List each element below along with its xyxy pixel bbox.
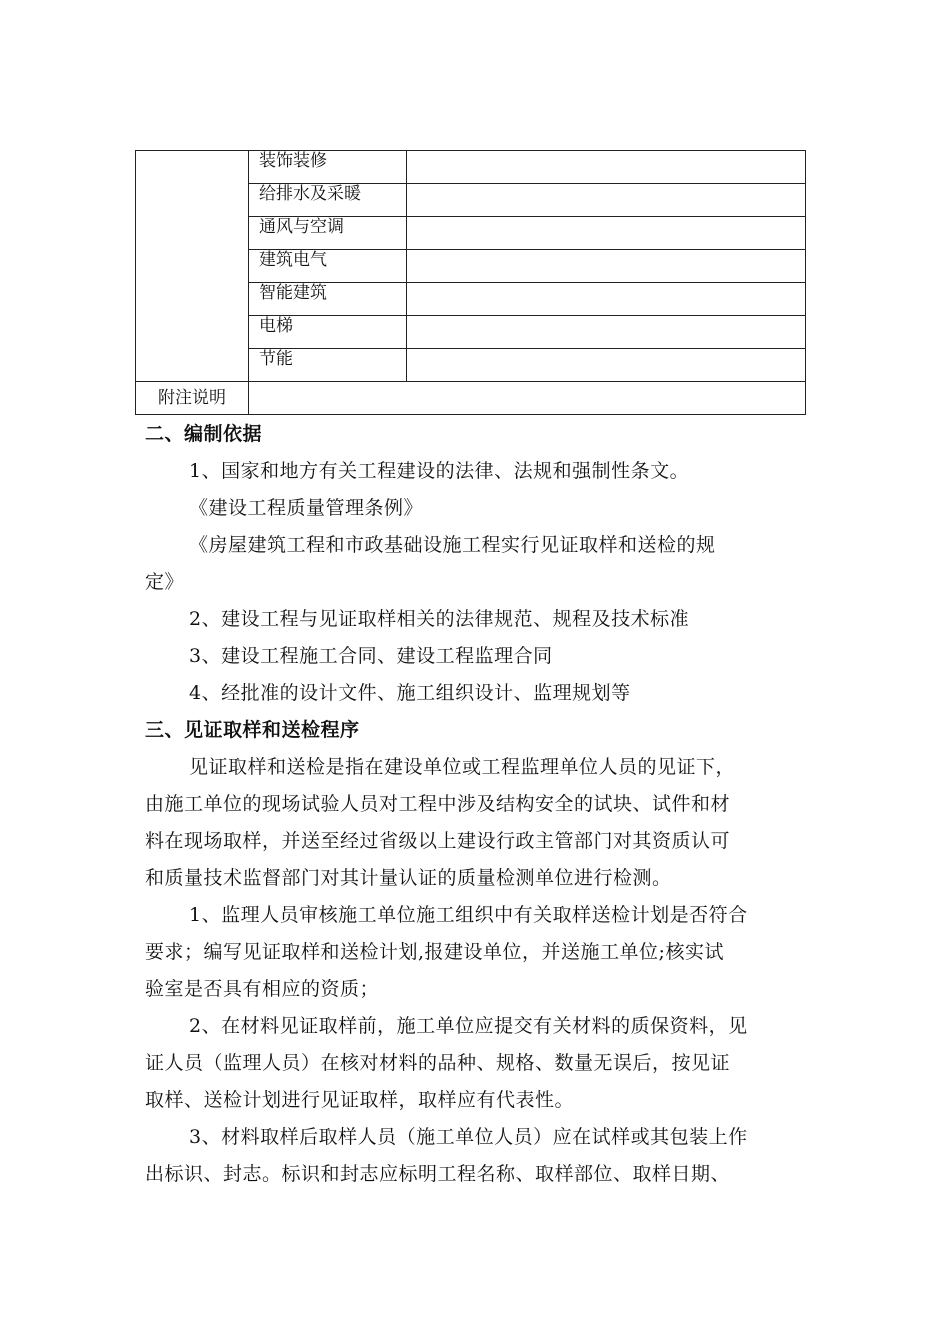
paragraph-line: 1、监理人员审核施工单位施工组织中有关取样送检计划是否符合 [189, 904, 748, 926]
paragraph-line: 证人员（监理人员）在核对材料的品种、规格、数量无误后，按见证 [145, 1052, 731, 1074]
paragraph-line: 验室是否具有相应的资质； [145, 978, 380, 1000]
paragraph-line: 1、国家和地方有关工程建设的法律、法规和强制性条文。 [189, 460, 690, 482]
table-row-label: 电梯 [249, 316, 407, 349]
paragraph-line: 定》 [145, 571, 185, 593]
table-row [136, 151, 806, 184]
table-row-label: 通风与空调 [249, 217, 407, 250]
paragraph-line: 2、建设工程与见证取样相关的法律规范、规程及技术标准 [189, 608, 690, 630]
section-basis [145, 416, 805, 712]
paragraph-line: 4、经批准的设计文件、施工组织设计、监理规划等 [189, 682, 631, 704]
paragraph-line: 和质量技术监督部门对其计量认证的质量检测单位进行检测。 [145, 867, 672, 889]
section-heading: 三、见证取样和送检程序 [145, 719, 360, 741]
table-row-value [407, 151, 806, 184]
note-label: 附注说明 [136, 382, 249, 415]
paragraph-line: 《建设工程质量管理条例》 [189, 497, 424, 519]
note-value [249, 382, 806, 415]
paragraph-line: 3、建设工程施工合同、建设工程监理合同 [189, 645, 553, 667]
table-row-value [407, 316, 806, 349]
table-row-label: 给排水及采暖 [249, 184, 407, 217]
paragraph-line: 2、在材料见证取样前，施工单位应提交有关材料的质保资料，见 [189, 1015, 748, 1037]
paragraph-line: 《房屋建筑工程和市政基础设施工程实行见证取样和送检的规 [189, 534, 716, 556]
table-row-value [407, 184, 806, 217]
table-row-label: 建筑电气 [249, 250, 407, 283]
inspection-table [135, 150, 806, 415]
table-note-row [136, 382, 806, 415]
paragraph-line: 出标识、封志。标识和封志应标明工程名称、取样部位、取样日期、 [145, 1163, 731, 1185]
table-row-label: 智能建筑 [249, 283, 407, 316]
paragraph-line: 取样、送检计划进行见证取样，取样应有代表性。 [145, 1089, 575, 1111]
table-merged-cell [136, 151, 249, 382]
section-heading: 二、编制依据 [145, 423, 263, 445]
table-row-value [407, 349, 806, 382]
paragraph-line: 见证取样和送检是指在建设单位或工程监理单位人员的见证下， [189, 756, 736, 778]
table-row-label: 装饰装修 [249, 151, 407, 184]
paragraph-line: 3、材料取样后取样人员（施工单位人员）应在试样或其包装上作 [189, 1126, 748, 1148]
paragraph-line: 由施工单位的现场试验人员对工程中涉及结构安全的试块、试件和材 [145, 793, 731, 815]
table-row-value [407, 250, 806, 283]
table-row-value [407, 283, 806, 316]
table-row-value [407, 217, 806, 250]
paragraph-line: 料在现场取样，并送至经过省级以上建设行政主管部门对其资质认可 [145, 830, 731, 852]
section-procedure [145, 712, 805, 1193]
paragraph-line: 要求；编写见证取样和送检计划,报建设单位，并送施工单位;核实试 [145, 941, 724, 963]
table-row-label: 节能 [249, 349, 407, 382]
